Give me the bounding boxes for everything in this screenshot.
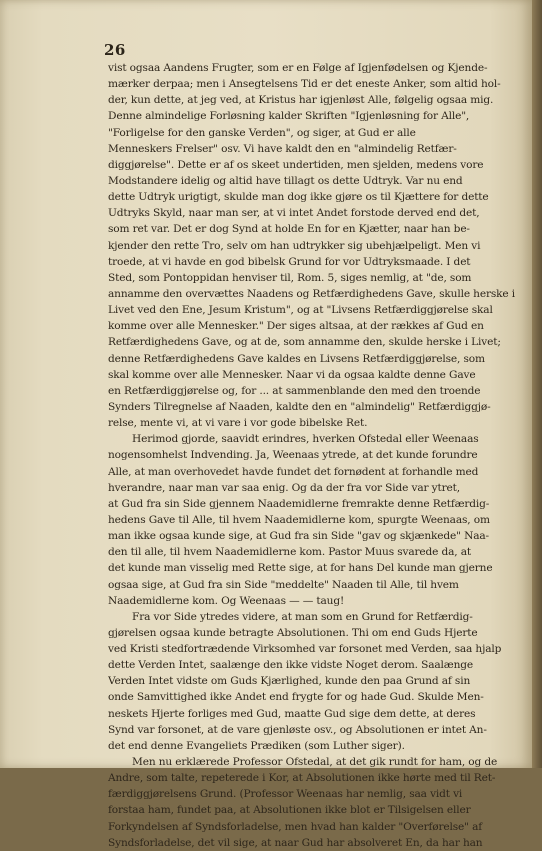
text-line: denne Retfærdighedens Gave kaldes en Livsens Retfærdiggjørelse, som bbox=[108, 352, 485, 365]
text-line: Udtryks Skyld, naar man ser, at vi intet Andet forstode derved end det, bbox=[108, 207, 480, 220]
text-line: Sted, som Pontoppidan henviser til, Rom. 5, siges nemlig, at "de, som bbox=[108, 271, 472, 284]
text-line: Synd var forsonet, at de vare gjenløste osv., og Absolutionen er intet An- bbox=[108, 723, 487, 736]
text-line: det end denne Evangeliets Prædiken (som Luther siger). bbox=[108, 739, 405, 752]
page-edge bbox=[532, 0, 542, 768]
text-line: Retfærdighedens Gave, og at de, som annamme den, skulde herske i Livet; bbox=[108, 336, 501, 349]
text-line: det kunde man visselig med Rette sige, at for hans Del kunde man gjerne bbox=[108, 562, 493, 575]
text-line: Menneskers Frelser" osv. Vi have kaldt den en "almindelig Retfær- bbox=[108, 142, 457, 155]
text-line: Synders Tilregnelse af Naaden, kaldte den en "almindelig" Retfærdiggjø- bbox=[108, 400, 491, 413]
text-line: dette Udtryk urigtigt, skulde man dog ikke gjøre os til Kjættere for dette bbox=[108, 191, 489, 204]
body-text bbox=[108, 60, 516, 851]
text-line: en Retfærdiggjørelse og, for ... at sammenblande den med den troende bbox=[108, 384, 481, 397]
text-line: som ret var. Det er dog Synd at holde En for en Kjætter, naar han be- bbox=[108, 223, 470, 236]
text-line: "Forligelse for den ganske Verden", og siger, at Gud er alle bbox=[108, 126, 416, 139]
text-line: Forkyndelsen af Syndsforladelse, men hvad han kalder "Overførelse" af bbox=[108, 820, 483, 833]
text-line: Herimod gjorde, saavidt erindres, hverken Ofstedal eller Weenaas bbox=[132, 433, 479, 446]
text-line: man ikke ogsaa kunde sige, at Gud fra sin Side "gav og skjænkede" Naa- bbox=[108, 530, 489, 543]
text-line: Livet ved den Ene, Jesum Kristum", og at "Livsens Retfærdiggjørelse skal bbox=[108, 304, 493, 317]
text-line: ved Kristi stedfortrædende Virksomhed var forsonet med Verden, saa hjalp bbox=[108, 643, 502, 656]
text-line: Fra vor Side ytredes videre, at man som en Grund for Retfærdig- bbox=[132, 610, 473, 623]
text-line: skal komme over alle Mennesker. Naar vi da ogsaa kaldte denne Gave bbox=[108, 368, 476, 381]
page-number: 26 bbox=[104, 41, 126, 59]
text-line: gjørelsen ogsaa kunde betragte Absolutionen. Thi om end Guds Hjerte bbox=[108, 626, 478, 639]
text-line: Syndsforladelse, det vil sige, at naar Gud har absolveret En, da har han bbox=[108, 836, 483, 849]
text-line: forstaa ham, fundet paa, at Absolutionen ikke blot er Tilsigelsen eller bbox=[108, 804, 471, 817]
text-line: ogsaa sige, at Gud fra sin Side "meddelte" Naaden til Alle, til hvem bbox=[108, 578, 459, 591]
text-line: der, kun dette, at jeg ved, at Kristus har igjenløst Alle, følgelig ogsaa mig. bbox=[108, 94, 494, 107]
text-line: Andre, som talte, repeterede i Kor, at Absolutionen ikke hørte med til Ret- bbox=[108, 772, 496, 785]
text-line: Denne almindelige Forløsning kalder Skriften "Igjenløsning for Alle", bbox=[108, 110, 470, 123]
text-line: troede, at vi havde en god bibelsk Grund for vor Udtryksmaade. I det bbox=[108, 255, 471, 268]
text-line: nogensomhelst Indvending. Ja, Weenaas ytrede, at det kunde forundre bbox=[108, 449, 478, 462]
text-line: hedens Gave til Alle, til hvem Naademidlerne kom, spurgte Weenaas, om bbox=[108, 513, 490, 526]
text-line: onde Samvittighed ikke Andet end frygte for og hade Gud. Skulde Men- bbox=[108, 691, 484, 704]
text-line: Men nu erklærede Professor Ofstedal, at det gik rundt for ham, og de bbox=[132, 756, 498, 769]
text-line: den til alle, til hvem Naademidlerne kom. Pastor Muus svarede da, at bbox=[108, 546, 472, 559]
text-line: Verden Intet vidste om Guds Kjærlighed, kunde den paa Grund af sin bbox=[108, 675, 471, 688]
text-line: neskets Hjerte forliges med Gud, maatte Gud sige dem dette, at deres bbox=[108, 707, 476, 720]
text-line: hverandre, naar man var saa enig. Og da der fra vor Side var ytret, bbox=[108, 481, 460, 494]
text-line: mærker derpaa; men i Ansegtelsens Tid er det eneste Anker, som altid hol- bbox=[108, 78, 501, 91]
text-line: at Gud fra sin Side gjennem Naademidlerne fremrakte denne Retfærdig- bbox=[108, 497, 490, 510]
text-line: kjender den rette Tro, selv om han udtrykker sig ubehjælpeligt. Men vi bbox=[108, 239, 481, 252]
text-line: komme over alle Mennesker." Der siges altsaa, at der rækkes af Gud en bbox=[108, 320, 484, 333]
text-line: Naademidlerne kom. Og Weenaas — — taug! bbox=[108, 594, 345, 607]
text-line: dette Verden Intet, saalænge den ikke vidste Noget derom. Saalænge bbox=[108, 659, 474, 672]
text-line: annamme den overvættes Naadens og Retfærdighedens Gave, skulle herske i bbox=[108, 287, 515, 300]
text-line: relse, mente vi, at vi vare i vor gode bibelske Ret. bbox=[108, 417, 368, 430]
text-line: diggjørelse". Dette er af os skeet undertiden, men sjelden, medens vore bbox=[108, 158, 484, 171]
text-line: Alle, at man overhovedet havde fundet det fornødent at forhandle med bbox=[108, 465, 479, 478]
text-line: vist ogsaa Aandens Frugter, som er en Følge af Igjenfødelsen og Kjende- bbox=[108, 62, 488, 74]
text-line: Modstandere idelig og altid have tillagt os dette Udtryk. Var nu end bbox=[108, 174, 463, 187]
text-line: færdiggjørelsens Grund. (Professor Weenaas har nemlig, saa vidt vi bbox=[108, 788, 463, 801]
